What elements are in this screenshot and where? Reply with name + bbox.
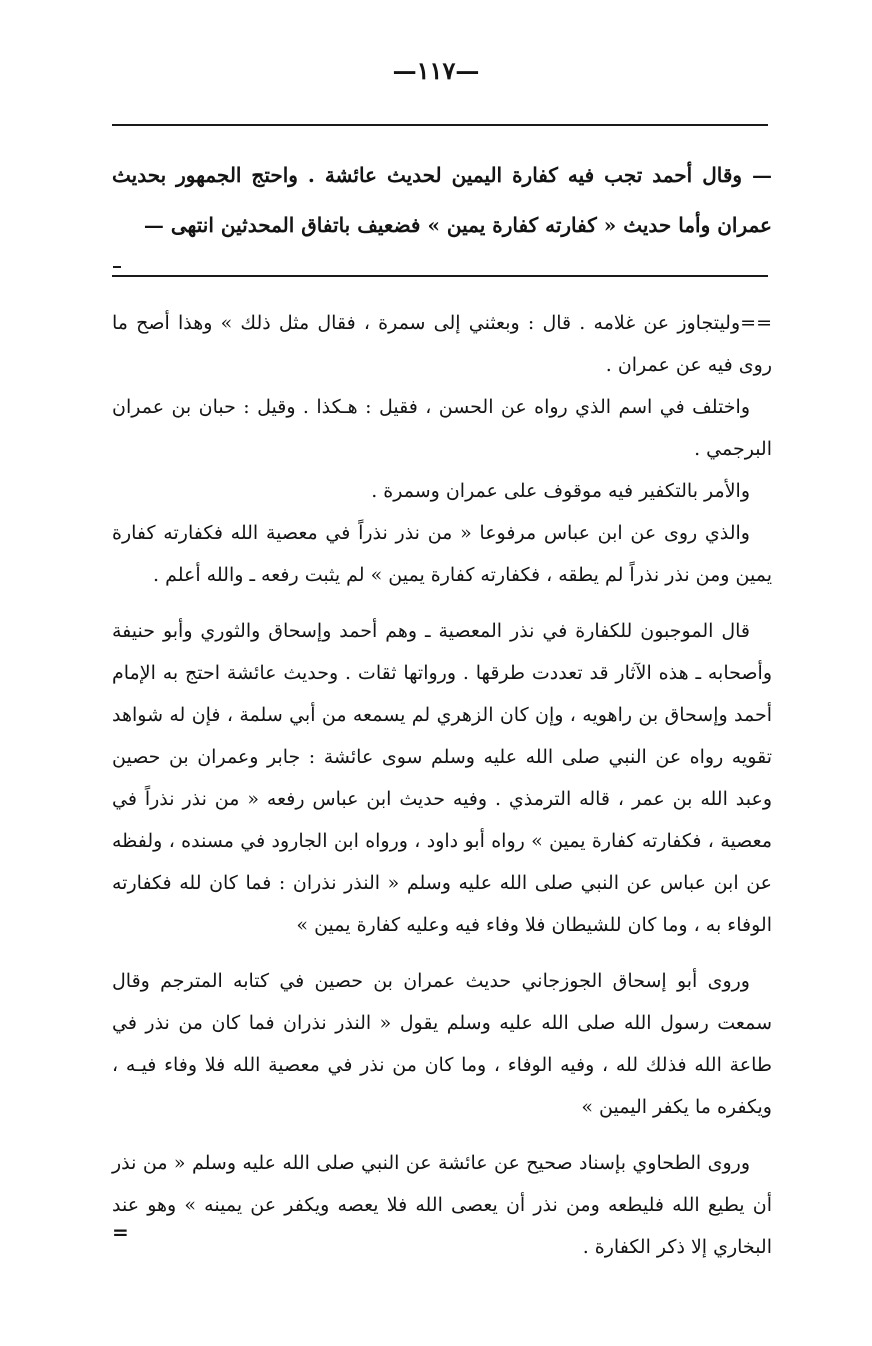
rule-tick-mark [113,266,121,268]
paragraph-5: قال الموجبون للكفارة في نذر المعصية ـ وهم أحمد وإسحاق والثوري وأبو حنيفة وأصحابه ـ هذه الآثار قد تعددت طرقها . ورواتها ثقات . وحديث عائشة احتج به الإمام أحمد وإسحاق بن راهويه ، وإن كان الزهري لم يسمعه من أبي سلمة ، فإن له شواهد تقويه رواه عن النبي صلى الله عليه وسلم سوى عائشة : جابر وعمران بن حصين وعبد الله بن عمر ، قاله الترمذي . وفيه حديث ابن عباس رفعه « من نذر نذراً في معصية ، فكفارته كفارة يمين » رواه أبو داود ، ورواه ابن الجارود في مسنده ، ولفظه عن ابن عباس عن النبي صلى الله عليه وسلم « النذر نذران : فما كان لله فكفارته الوفاء به ، وما كان للشيطان فلا وفاء فيه وعليه كفارة يمين » [112,620,773,936]
header-bottom-rule [112,275,768,277]
paragraph-6: وروى أبو إسحاق الجوزجاني حديث عمران بن حصين في كتابه المترجم وقال سمعت رسول الله صلى الله عليه وسلم يقول « النذر نذران فما كان من نذر في طاعة الله فذلك لله ، وفيه الوفاء ، وما كان من نذر في معصية الله فلا وفاء فيـه ، ويكفره ما يكفر اليمين » [112,970,772,1118]
paragraph-3: والأمر بالتكفير فيه موقوف على عمران وسمرة . [371,480,750,502]
paragraph-7: وروى الطحاوي بإسناد صحيح عن عائشة عن النبي صلى الله عليه وسلم « من نذر أن يطيع الله فليطعه ومن نذر أن يعصى الله فلا يعصه ويكفر عن يمينه » وهو عند البخاري إلا ذكر الكفارة . [112,1152,772,1258]
paragraph-1: ==وليتجاوز عن غلامه . قال : وبعثني إلى سمرة ، فقال مثل ذلك » وهذا أصح ما روى فيه عن عمران . [112,312,772,376]
header-footnote: — وقال أحمد تجب فيه كفارة اليمين لحديث عائشة . واحتج الجمهور بحديث عمران وأما حديث « كفارته كفارة يمين » فضعيف باتفاق المحدثين انتهى — [112,163,772,237]
header-top-rule [112,124,768,126]
main-text [112,302,772,1268]
continuation-mark: = [112,1220,129,1244]
paragraph-4: والذي روى عن ابن عباس مرفوعا « من نذر نذراً في معصية الله فكفارته كفارة يمين ومن نذر نذراً لم يطقه ، فكفارته كفارة يمين » لم يثبت رفعه ـ والله أعلم . [112,522,772,586]
paragraph-2: واختلف في اسم الذي رواه عن الحسن ، فقيل : هـكذا . وقيل : حبان بن عمران البرجمي . [112,396,772,460]
page-number: —١١٧— [392,56,480,85]
